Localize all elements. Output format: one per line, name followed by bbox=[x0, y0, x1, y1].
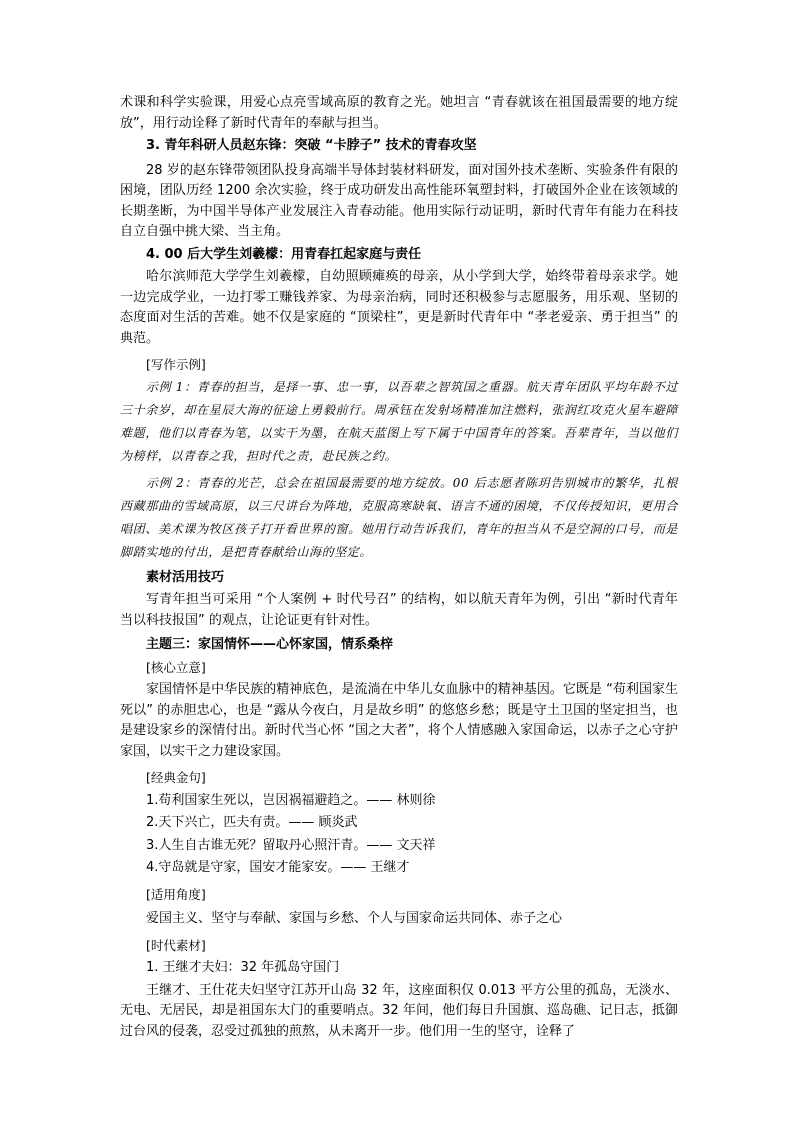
paragraph-continued: 术课和科学实验课，用爱心点亮雪域高原的教育之光。她坦言 “青春就该在祖国最需要的地方绽放”，用行动诠释了新时代青年的奉献与担当。 bbox=[120, 95, 678, 131]
label-applicable-angles: [适用角度] bbox=[146, 886, 206, 902]
quote-2: 2.天下兴亡，匹夫有责。—— 顾炎武 bbox=[146, 815, 358, 830]
heading-wang-jicai: 1. 王继才夫妇：32 年孤岛守国门 bbox=[146, 960, 340, 975]
heading-zhao-dongfeng: 3. 青年科研人员赵东锋：突破 “卡脖子” 技术的青春攻坚 bbox=[146, 138, 477, 153]
paragraph-applicable-angles: 爱国主义、坚守与奉献、家国与乡愁、个人与国家命运共同体、赤子之心 bbox=[146, 911, 563, 926]
label-writing-examples: [写作示例] bbox=[146, 357, 206, 372]
label-era-materials: [时代素材] bbox=[146, 937, 206, 953]
paragraph-wang-jicai: 王继才、王仕花夫妇坚守江苏开山岛 32 年，这座面积仅 0.013 平方公里的孤岛，无淡水、无电、无居民，却是祖国东大门的重要哨点。32 年间，他们每日升国旗、巡岛礁、记日志，抵御过台风的侵袭，忍受过孤独的煎熬，从未离开一步。他们用一生的坚守，诠释了 bbox=[120, 982, 678, 1039]
label-material-tips: 素材活用技巧 bbox=[146, 569, 225, 585]
heading-liu-ximeng: 4. 00 后大学生刘羲檬：用青春扛起家庭与责任 bbox=[146, 246, 422, 262]
writing-example-2: 示例 2：青春的光芒，总会在祖国最需要的地方绽放。00 后志愿者陈玥告别城市的繁华，扎根西藏那曲的雪域高原，以三尺讲台为阵地，克服高寒缺氧、语言不通的困境，不仅传授知识，更用合唱团、美术课为牧区孩子打开看世界的窗。她用行动告诉我们，青年的担当从不是空洞的口号，而是脚踏实地的付出，是把青春献给山海的坚定。 bbox=[120, 475, 678, 559]
label-classic-quotes: [经典金句] bbox=[146, 770, 206, 785]
paragraph-zhao-dongfeng: 28 岁的赵东锋带领团队投身高端半导体封装材料研发，面对国外技术垄断、实验条件有限的困境，团队历经 1200 余次实验，终于成功研发出高性能环氧塑封料，打破国外企业在该领域的长期垄断，为中国半导体产业发展注入青春动能。他用实际行动证明，新时代青年有能力在科技自立自强中挑大梁、当主角。 bbox=[120, 162, 678, 239]
paragraph-core-idea: 家国情怀是中华民族的精神底色，是流淌在中华儿女血脉中的精神基因。它既是 “苟利国家生死以” 的赤胆忠心，也是 “露从今夜白，月是故乡明” 的悠悠乡愁；既是守土卫国的坚定担当，也是建设家乡的深情付出。新时代当心怀 “国之大者”，将个人情感融入家国命运，以赤子之心守护家国，以实干之力建设家国。 bbox=[120, 682, 678, 759]
label-core-idea: [核心立意] bbox=[146, 659, 206, 675]
heading-theme-three: 主题三：家国情怀——心怀家国，情系桑梓 bbox=[146, 637, 394, 652]
writing-example-1: 示例 1：青春的担当，是择一事、忠一事，以吾辈之智筑国之重器。航天青年团队平均年龄不过三十余岁，却在星辰大海的征途上勇毅前行。周承钰在发射场精准加注燃料，张润红攻克火星车避障难题，他们以青春为笔，以实干为墨，在航天蓝图上写下属于中国青年的答案。吾辈青年，当以他们为榜样，以青春之我，担时代之责，赴民族之约。 bbox=[120, 379, 678, 463]
document-content bbox=[120, 93, 678, 1042]
quote-4: 4.守岛就是守家，国安才能家安。—— 王继才 bbox=[146, 860, 410, 875]
paragraph-material-tips: 写青年担当可采用 “个人案例 + 时代号召” 的结构，如以航天青年为例，引出 “新时代青年当以科技报国” 的观点，让论证更有针对性。 bbox=[120, 592, 678, 628]
quote-3: 3.人生自古谁无死？留取丹心照汗青。—— 文天祥 bbox=[146, 837, 436, 853]
paragraph-liu-ximeng: 哈尔滨师范大学学生刘羲檬，自幼照顾瘫痪的母亲，从小学到大学，始终带着母亲求学。她一边完成学业，一边打零工赚钱养家、为母亲治病，同时还积极参与志愿服务，用乐观、坚韧的态度面对生活的苦难。她不仅是家庭的 “顶梁柱”，更是新时代青年中 “孝老爱亲、勇于担当” 的典范。 bbox=[120, 269, 678, 346]
quote-1: 1.苟利国家生死以，岂因祸福避趋之。—— 林则徐 bbox=[146, 792, 436, 808]
